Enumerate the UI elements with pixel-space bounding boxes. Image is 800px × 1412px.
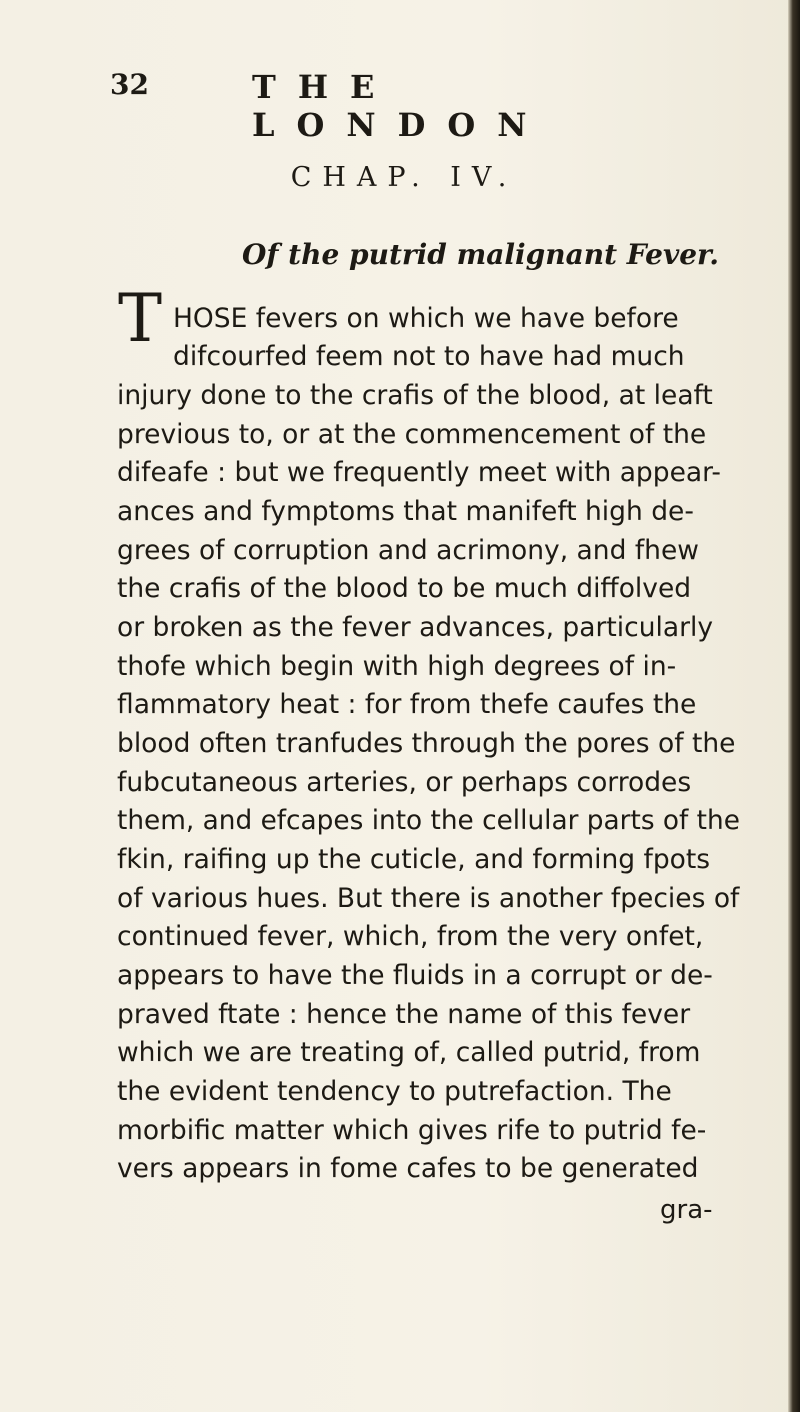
running-title: THE LONDON: [252, 68, 549, 144]
text-line: morbific matter which gives rife to putrid fe-: [117, 1115, 707, 1146]
text-line: difeafe : but we frequently meet with appear-: [117, 457, 721, 488]
text-line: thofe which begin with high degrees of in-: [117, 651, 677, 682]
text-line: continued fever, which, from the very onfet,: [117, 921, 704, 952]
text-line: fkin, raifing up the cuticle, and forming fpots: [117, 844, 711, 875]
text-line: blood often tranfudes through the pores of the: [117, 728, 736, 759]
text-line: the crafis of the blood to be much diffolved: [117, 573, 692, 604]
text-line: grees of corruption and acrimony, and fhew: [117, 535, 699, 566]
chapter-subtitle: Of the putrid malignant Fever.: [242, 238, 719, 271]
text-line: ances and fymptoms that manifeft high de-: [117, 496, 694, 527]
catchword: gra-: [660, 1195, 713, 1225]
page-number: 32: [110, 68, 149, 101]
running-head: [110, 68, 650, 144]
chapter-heading: CHAP. IV.: [290, 162, 518, 193]
text-line: injury done to the crafis of the blood, at leaft: [117, 380, 713, 411]
text-line: praved ftate : hence the name of this fever: [117, 999, 691, 1030]
text-line: them, and efcapes into the cellular parts of the: [117, 805, 740, 836]
text-line: the evident tendency to putrefaction. The: [117, 1076, 672, 1107]
text-line: of various hues. But there is another fpecies of: [117, 883, 740, 914]
text-line: flammatory heat : for from thefe caufes the: [117, 689, 697, 720]
text-line: HOSE fevers on which we have before: [173, 303, 679, 334]
text-line: or broken as the fever advances, particularly: [117, 612, 714, 643]
text-line: appears to have the fluids in a corrupt or de-: [117, 960, 713, 991]
drop-capital: T: [118, 280, 163, 357]
text-line: previous to, or at the commencement of the: [117, 419, 707, 450]
text-line: which we are treating of, called putrid, from: [117, 1037, 701, 1068]
text-line: vers appears in fome cafes to be generated: [117, 1153, 699, 1184]
page-gutter-edge: [788, 0, 800, 1412]
text-line: difcourfed feem not to have had much: [173, 341, 685, 372]
text-line: fubcutaneous arteries, or perhaps corrodes: [117, 767, 692, 798]
